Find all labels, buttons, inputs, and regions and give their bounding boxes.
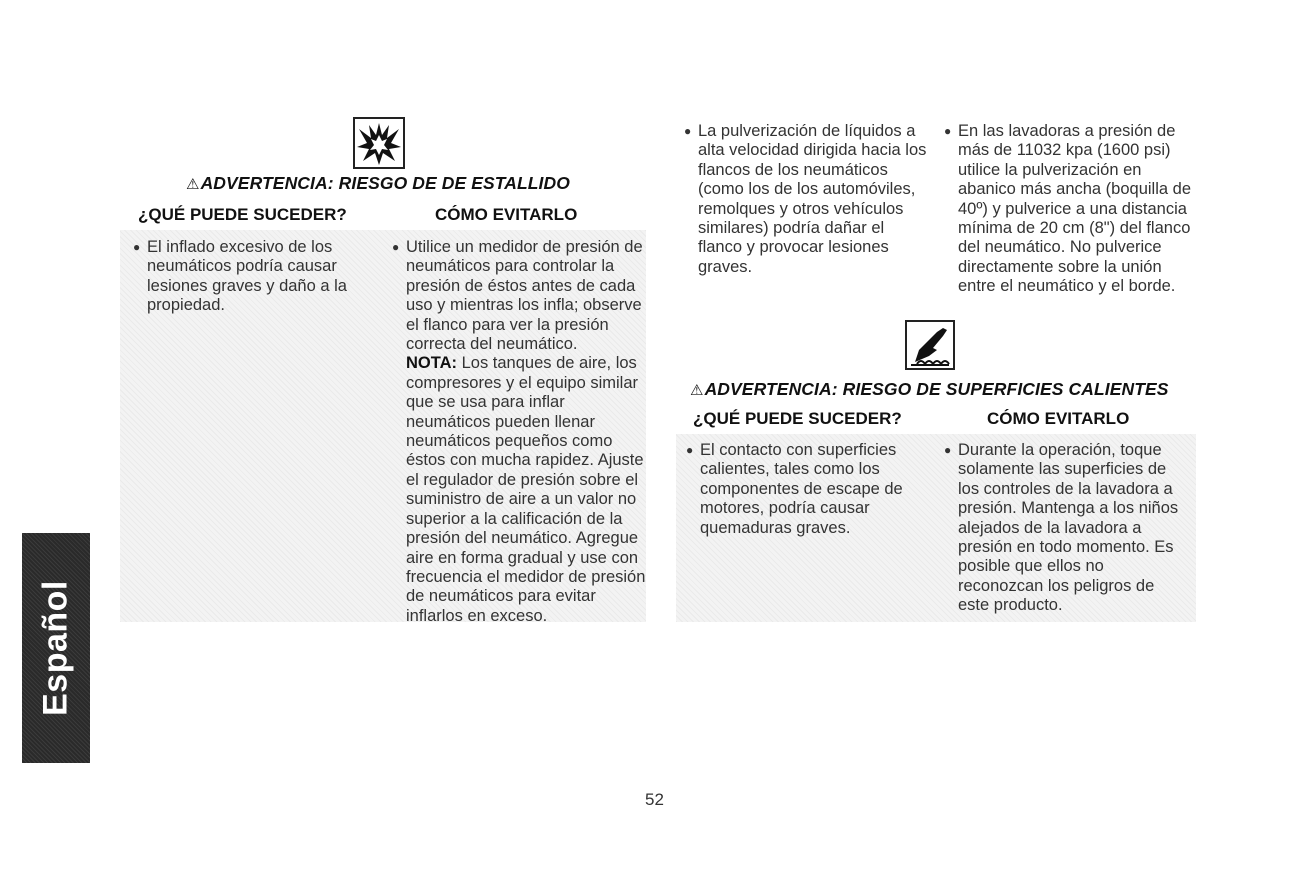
hot-surface-what-text-block [686,441,922,538]
warning-title-text: ADVERTENCIA: RIESGO DE DE ESTALLIDO [200,173,570,193]
hot-surface-hand-icon [905,320,955,370]
bullet-icon: ● [684,124,692,138]
bullet-icon: ● [944,443,952,457]
hot-surface-what-text: El contacto con superficies calientes, tales como los componentes de escape de motores, podría causar quemaduras graves. [700,441,903,537]
hot-surface-how-text-block [944,441,1190,616]
warning-triangle-icon: ⚠ [186,176,200,193]
bullet-icon: ● [686,443,694,457]
explosion-icon [353,117,405,169]
explosion-what-text: El inflado excesivo de los neumáticos podría causar lesiones graves y daño a la propiedad. [147,238,347,315]
explosion-how-text: Utilice un medidor de presión de neumáticos para controlar la presión de éstos antes de cada uso y mientras los infla; observe el flanco para ver la presión correcta del neumático. [406,238,643,354]
hot-surface-warning-title [690,379,1169,400]
nota-text: Los tanques de aire, los compresores y el equipo similar que se usa para inflar neumáticos pueden llenar neumáticos pequeños como éstos con mucha rapidez. Ajuste el regulador de presión sobre el suministro de aire a un valor no superior a la calificación de la presión del neumático. Agregue aire en forma gradual y use con frecuencia el medidor de presión de neumáticos para evitar inflarlos en exceso. [406,354,646,625]
nota-label: NOTA: [406,354,458,373]
bullet-icon: ● [133,240,141,254]
explosion-what-text-block [133,238,367,316]
bullet-icon: ● [392,240,400,254]
spray-warning-text-2: En las lavadoras a presión de más de 11032 kpa (1600 psi) utilice la pulverización en abanico más ancha (boquilla de 40º) y pulverice a una distancia mínima de 20 cm (8") del flanco del neumático. No pulverice directamente sobre la unión entre el neumático y el borde. [958,122,1191,296]
spray-warning-text-1: La pulverización de líquidos a alta velocidad dirigida hacia los flancos de los neumáticos (como los de los automóviles, remolques y otros vehículos similares) podría dañar el flanco y provocar lesiones graves. [698,122,927,276]
bullet-icon: ● [944,124,952,138]
page-number: 52 [645,790,664,809]
what-can-happen-heading: ¿QUÉ PUEDE SUCEDER? [138,205,347,224]
explosion-warning-title [186,173,570,194]
warning-title-text: ADVERTENCIA: RIESGO DE SUPERFICIES CALIENTES [704,379,1169,399]
what-can-happen-heading: ¿QUÉ PUEDE SUCEDER? [693,409,902,428]
spray-warning-bullet-2 [944,122,1193,297]
explosion-how-text-block [392,238,646,626]
how-to-prevent-heading: CÓMO EVITARLO [435,205,578,224]
language-tab-label: Español [36,580,75,716]
how-to-prevent-heading: CÓMO EVITARLO [987,409,1130,428]
warning-triangle-icon: ⚠ [690,382,704,399]
spray-warning-bullet-1 [684,122,930,277]
hot-surface-how-text: Durante la operación, toque solamente las superficies de los controles de la lavadora a presión. Mantenga a los niños alejados de la lavadora a presión en todo momento. Es posible que ellos no reconozcan los peligros de este producto. [958,441,1179,615]
language-side-tab [22,533,90,763]
